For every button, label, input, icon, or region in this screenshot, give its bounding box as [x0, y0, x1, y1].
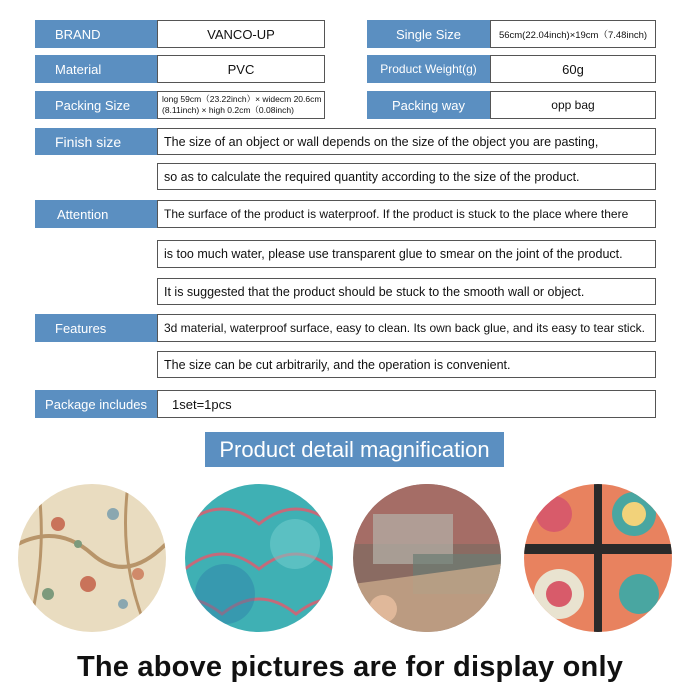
packing-size-line-2: (8.11inch) × high 0.2cm（0.08inch) — [162, 105, 294, 115]
package-includes-value: 1set=1pcs — [157, 390, 656, 418]
material-label: Material — [35, 55, 157, 83]
rustic-texture-image — [353, 484, 501, 632]
features-label: Features — [35, 314, 157, 342]
single-size-label: Single Size — [367, 20, 490, 48]
features-line-1: 3d material, waterproof surface, easy to clean. Its own back glue, and its easy to tear stick. — [157, 314, 656, 342]
attention-line-3: It is suggested that the product should be stuck to the smooth wall or object. — [157, 278, 656, 305]
features-line-2: The size can be cut arbitrarily, and the operation is convenient. — [157, 351, 656, 378]
packing-way-label: Packing way — [367, 91, 490, 119]
packing-way-value: opp bag — [490, 91, 656, 119]
attention-line-2: is too much water, please use transparent glue to smear on the joint of the product. — [157, 240, 656, 268]
attention-label: Attention — [35, 200, 157, 228]
mandala-tile-image — [524, 484, 672, 632]
packing-size-line-1: long 59cm（23.22inch）× widecm 20.6cm — [162, 94, 322, 104]
product-weight-label: Product Weight(g) — [367, 55, 490, 83]
product-weight-value: 60g — [490, 55, 656, 83]
product-detail-banner: Product detail magnification — [205, 432, 504, 467]
packing-size-label: Packing Size — [35, 91, 157, 119]
finish-size-line-1: The size of an object or wall depends on the size of the object you are pasting, — [157, 128, 656, 155]
attention-line-1: The surface of the product is waterproof. If the product is stuck to the place where there — [157, 200, 656, 228]
brand-label: BRAND — [35, 20, 157, 48]
floral-pattern-image — [18, 484, 166, 632]
package-includes-label: Package includes — [35, 390, 157, 418]
display-disclaimer: The above pictures are for display only — [76, 651, 624, 683]
teal-scale-image — [185, 484, 333, 632]
brand-value: VANCO-UP — [157, 20, 325, 48]
finish-size-line-2: so as to calculate the required quantity according to the size of the product. — [157, 163, 656, 190]
packing-size-value — [157, 91, 325, 119]
single-size-value: 56cm(22.04inch)×19cm（7.48inch) — [490, 20, 656, 48]
material-value: PVC — [157, 55, 325, 83]
finish-size-label: Finish size — [35, 128, 157, 155]
